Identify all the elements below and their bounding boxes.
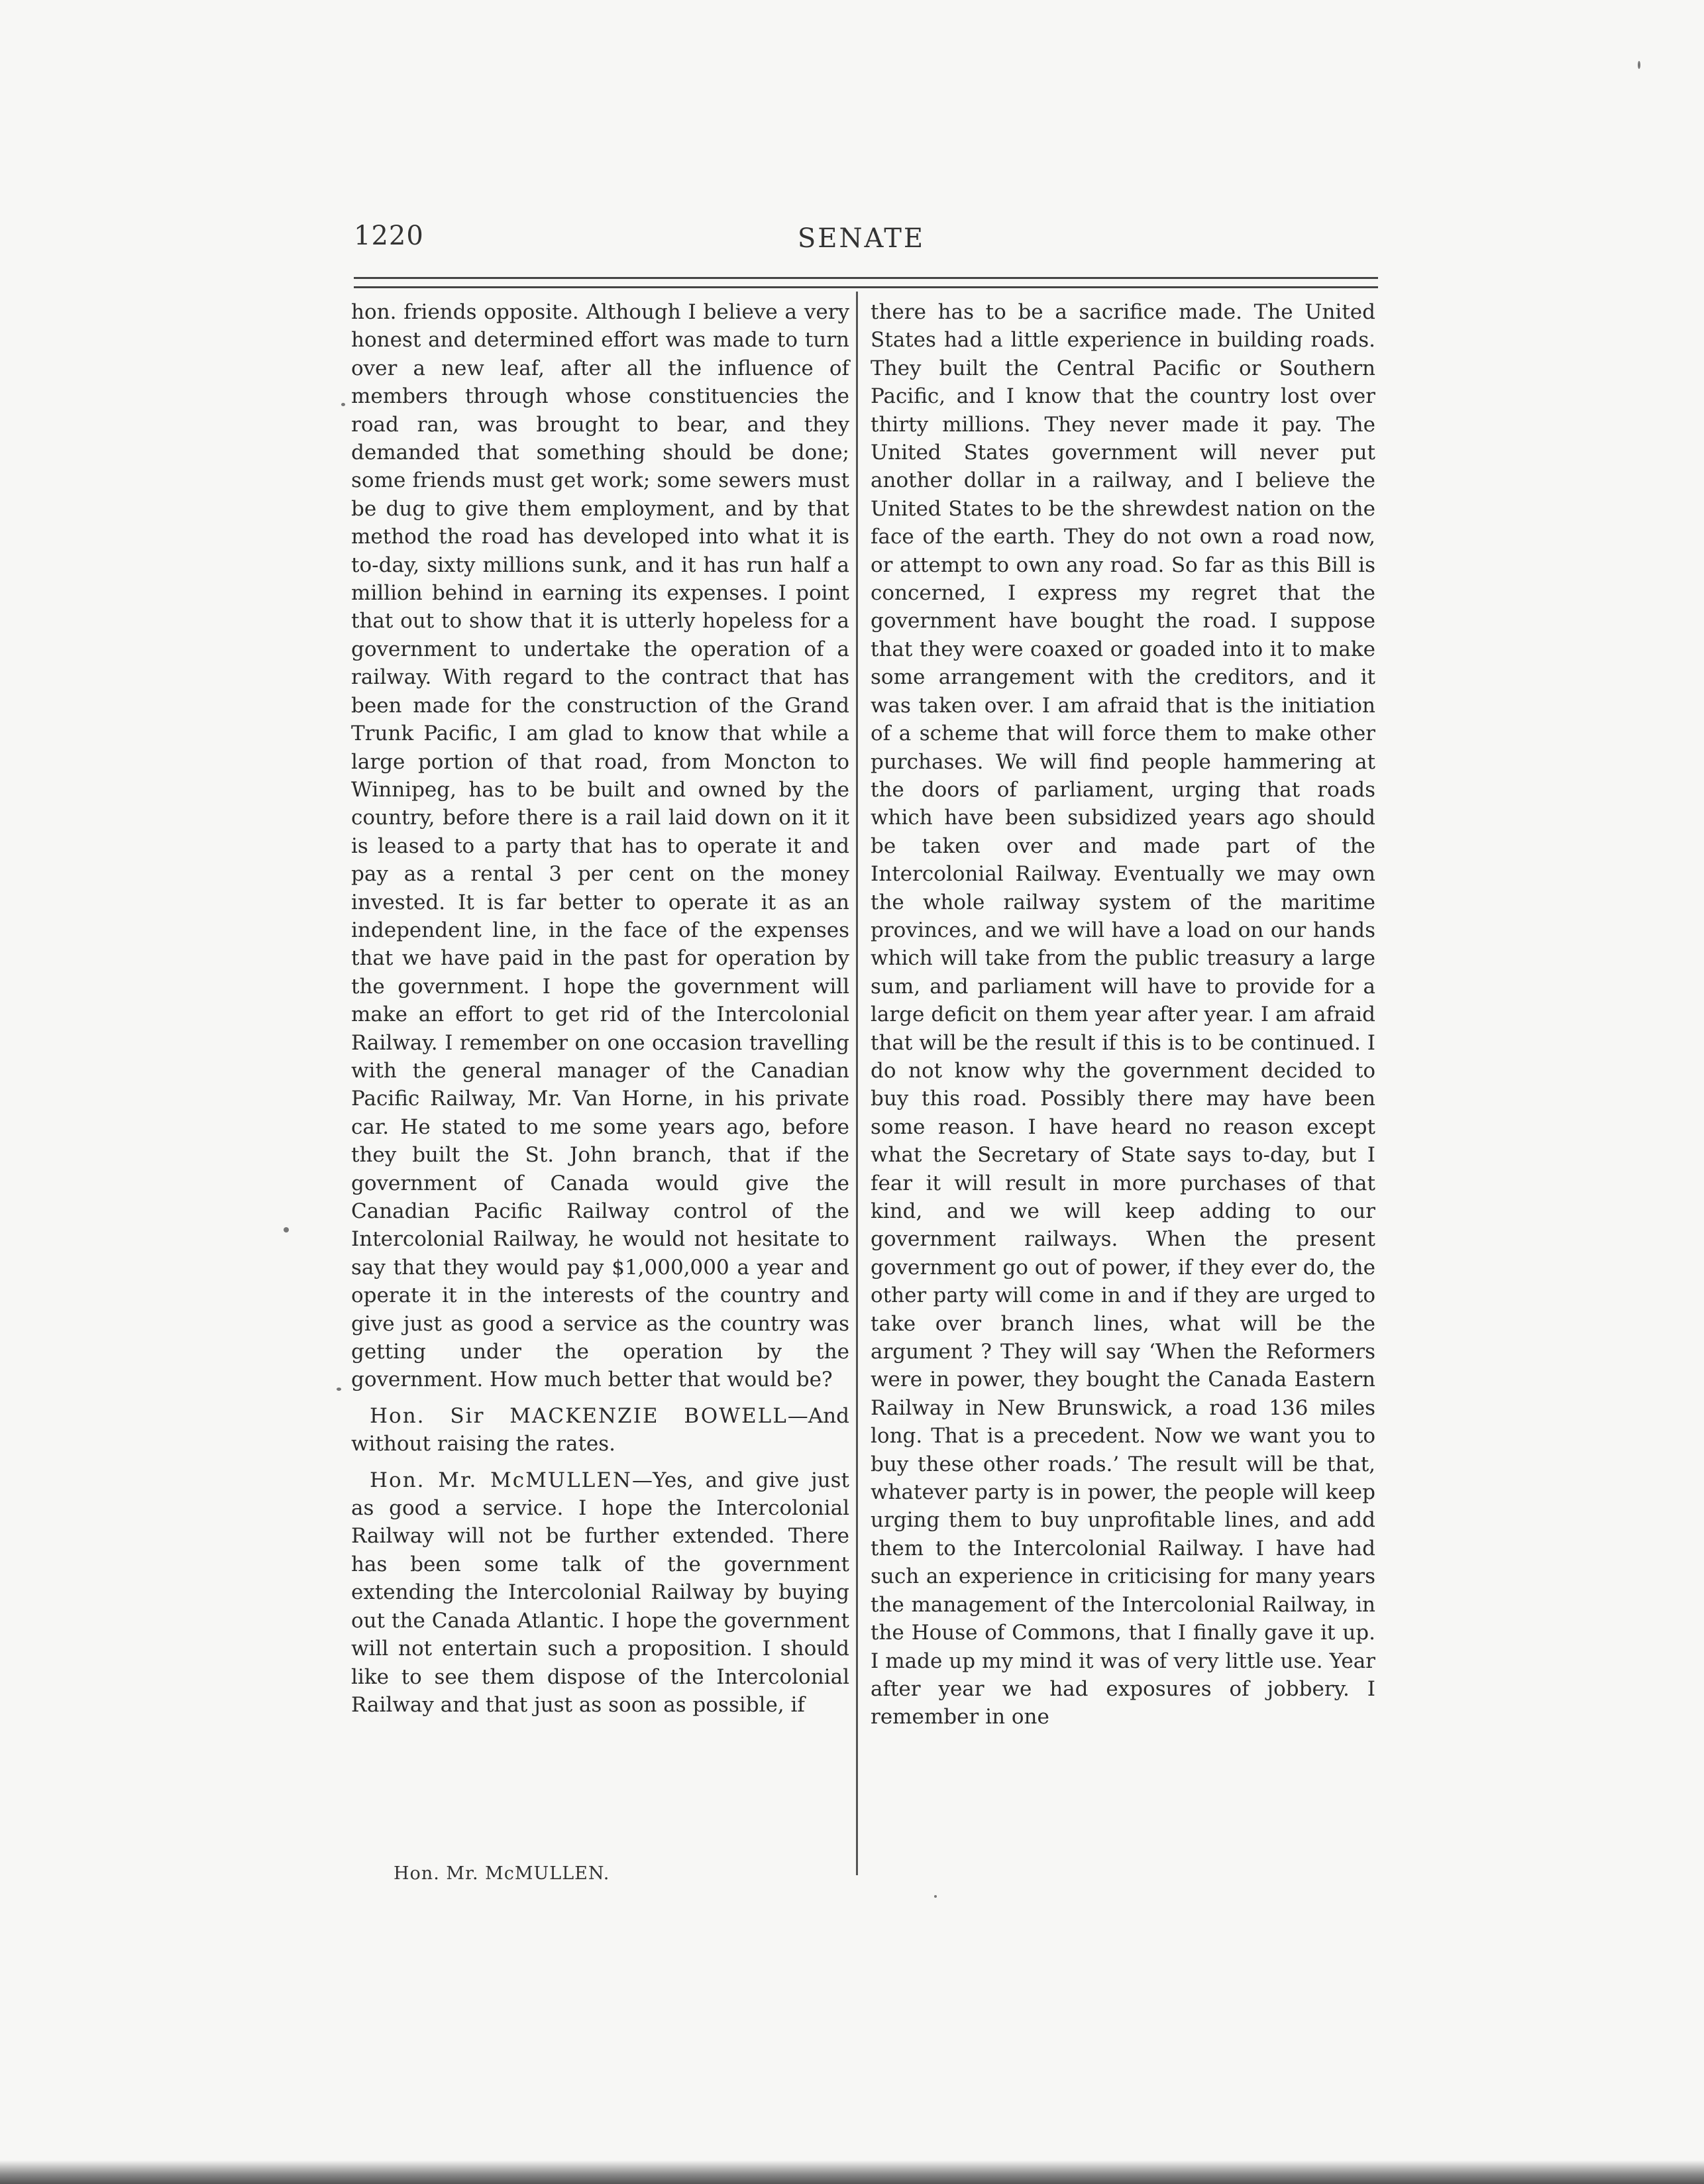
footer-speaker-line: Hon. Mr. McMULLEN.: [394, 1863, 610, 1884]
left-paragraph-2: [351, 1402, 849, 1458]
scan-speck: [934, 1895, 937, 1898]
left-paragraph-1: hon. friends opposite. Although I believe a very honest and determined effort was made to turn over a new leaf, after all the influence of members through whose constituencies the road ran, was brought to bear, and they demanded that something should be done; some friends must get work; some sewers must be dug to give them employment, and by that method the road has developed into what it is to-day, sixty millions sunk, and it has run half a million behind in earning its expenses. I point that out to show that it is utterly hopeless for a government to undertake the operation of a railway. With regard to the contract that has been made for the construction of the Grand Trunk Pacific, I am glad to know that while a large portion of that road, from Moncton to Winnipeg, has to be built and owned by the country, before there is a rail laid down on it it is leased to a party that has to operate it and pay as a rental 3 per cent on the money invested. It is far better to operate it as an independent line, in the face of the expenses that we have paid in the past for operation by the government. I hope the government will make an effort to get rid of the Intercolonial Railway. I remember on one occasion travelling with the general manager of the Canadian Pacific Railway, Mr. Van Horne, in his private car. He stated to me some years ago, before they built the St. John branch, that if the government of Canada would give the Canadian Pacific Railway control of the Intercolonial Railway, he would not hesitate to say that they would pay $1,000,000 a year and operate it in the interests of the country and give just as good a service as the country was getting under the operation by the government. How much better that would be?: [351, 300, 849, 1392]
speaker-name: Hon. Mr. McMULLEN: [370, 1468, 632, 1492]
scan-speck: [284, 1227, 289, 1232]
running-head: SENATE: [797, 223, 926, 254]
scan-speck: [337, 1388, 341, 1391]
scan-bottom-edge: [0, 2160, 1704, 2184]
scan-speck: [1638, 61, 1640, 69]
speaker-name: Hon. Sir MACKENZIE BOWELL: [370, 1403, 788, 1428]
left-column: [351, 298, 849, 1719]
header-rule-bottom: [354, 286, 1378, 288]
speech-text: —Yes, and give just as good a service. I hope the Intercolonial Railway will not be further extended. There has been some talk of the government extending the Intercolonial Railway by buying out the Canada Atlantic. I hope the government will not entertain such a proposition. I should like to see them dispose of the Intercolonial Railway and that just as soon as possible, if: [351, 1468, 849, 1717]
header-rule-top: [354, 277, 1378, 279]
speech-text: —And without raising the rates.: [351, 1403, 849, 1456]
page-number: 1220: [354, 221, 424, 251]
right-column: [871, 298, 1375, 1731]
left-paragraph-3: [351, 1466, 849, 1720]
scan-speck: [341, 403, 345, 406]
column-divider: [856, 292, 858, 1875]
right-paragraph-1: there has to be a sacrifice made. The United States had a little experience in building roads. They built the Central Pacific or Southern Pacific, and I know that the country lost over thirty millions. They never made it pay. The United States government will never put another dollar in a railway, and I believe the United States to be the shrewdest nation on the face of the earth. They do not own a road now, or attempt to own any road. So far as this Bill is concerned, I express my regret that the government have bought the road. I suppose that they were coaxed or goaded into it to make some arrangement with the creditors, and it was taken over. I am afraid that is the initiation of a scheme that will force them to make other purchases. We will find people hammering at the doors of parliament, urging that roads which have been subsidized years ago should be taken over and made part of the Intercolonial Railway. Eventually we may own the whole railway system of the maritime provinces, and we will have a load on our hands which will take from the public treasury a large sum, and parliament will have to provide for a large deficit on them year after year. I am afraid that will be the result if this is to be continued. I do not know why the government decided to buy this road. Possibly there may have been some reason. I have heard no reason except what the Secretary of State says to-day, but I fear it will result in more purchases of that kind, and we will keep adding to our government railways. When the present government go out of power, if they ever do, the other party will come in and if they are urged to take over branch lines, what will be the argument ? They will say ‘When the Reformers were in power, they bought the Canada Eastern Railway in New Brunswick, a road 136 miles long. That is a precedent. Now we want you to buy these other roads.’ The result will be that, whatever party is in power, the people will keep urging them to buy unprofitable lines, and add them to the Intercolonial Railway. I have had such an experience in criticising for many years the management of the Intercolonial Railway, in the House of Commons, that I finally gave it up. I made up my mind it was of very little use. Year after year we had exposures of jobbery. I remember in one: [871, 300, 1375, 1729]
